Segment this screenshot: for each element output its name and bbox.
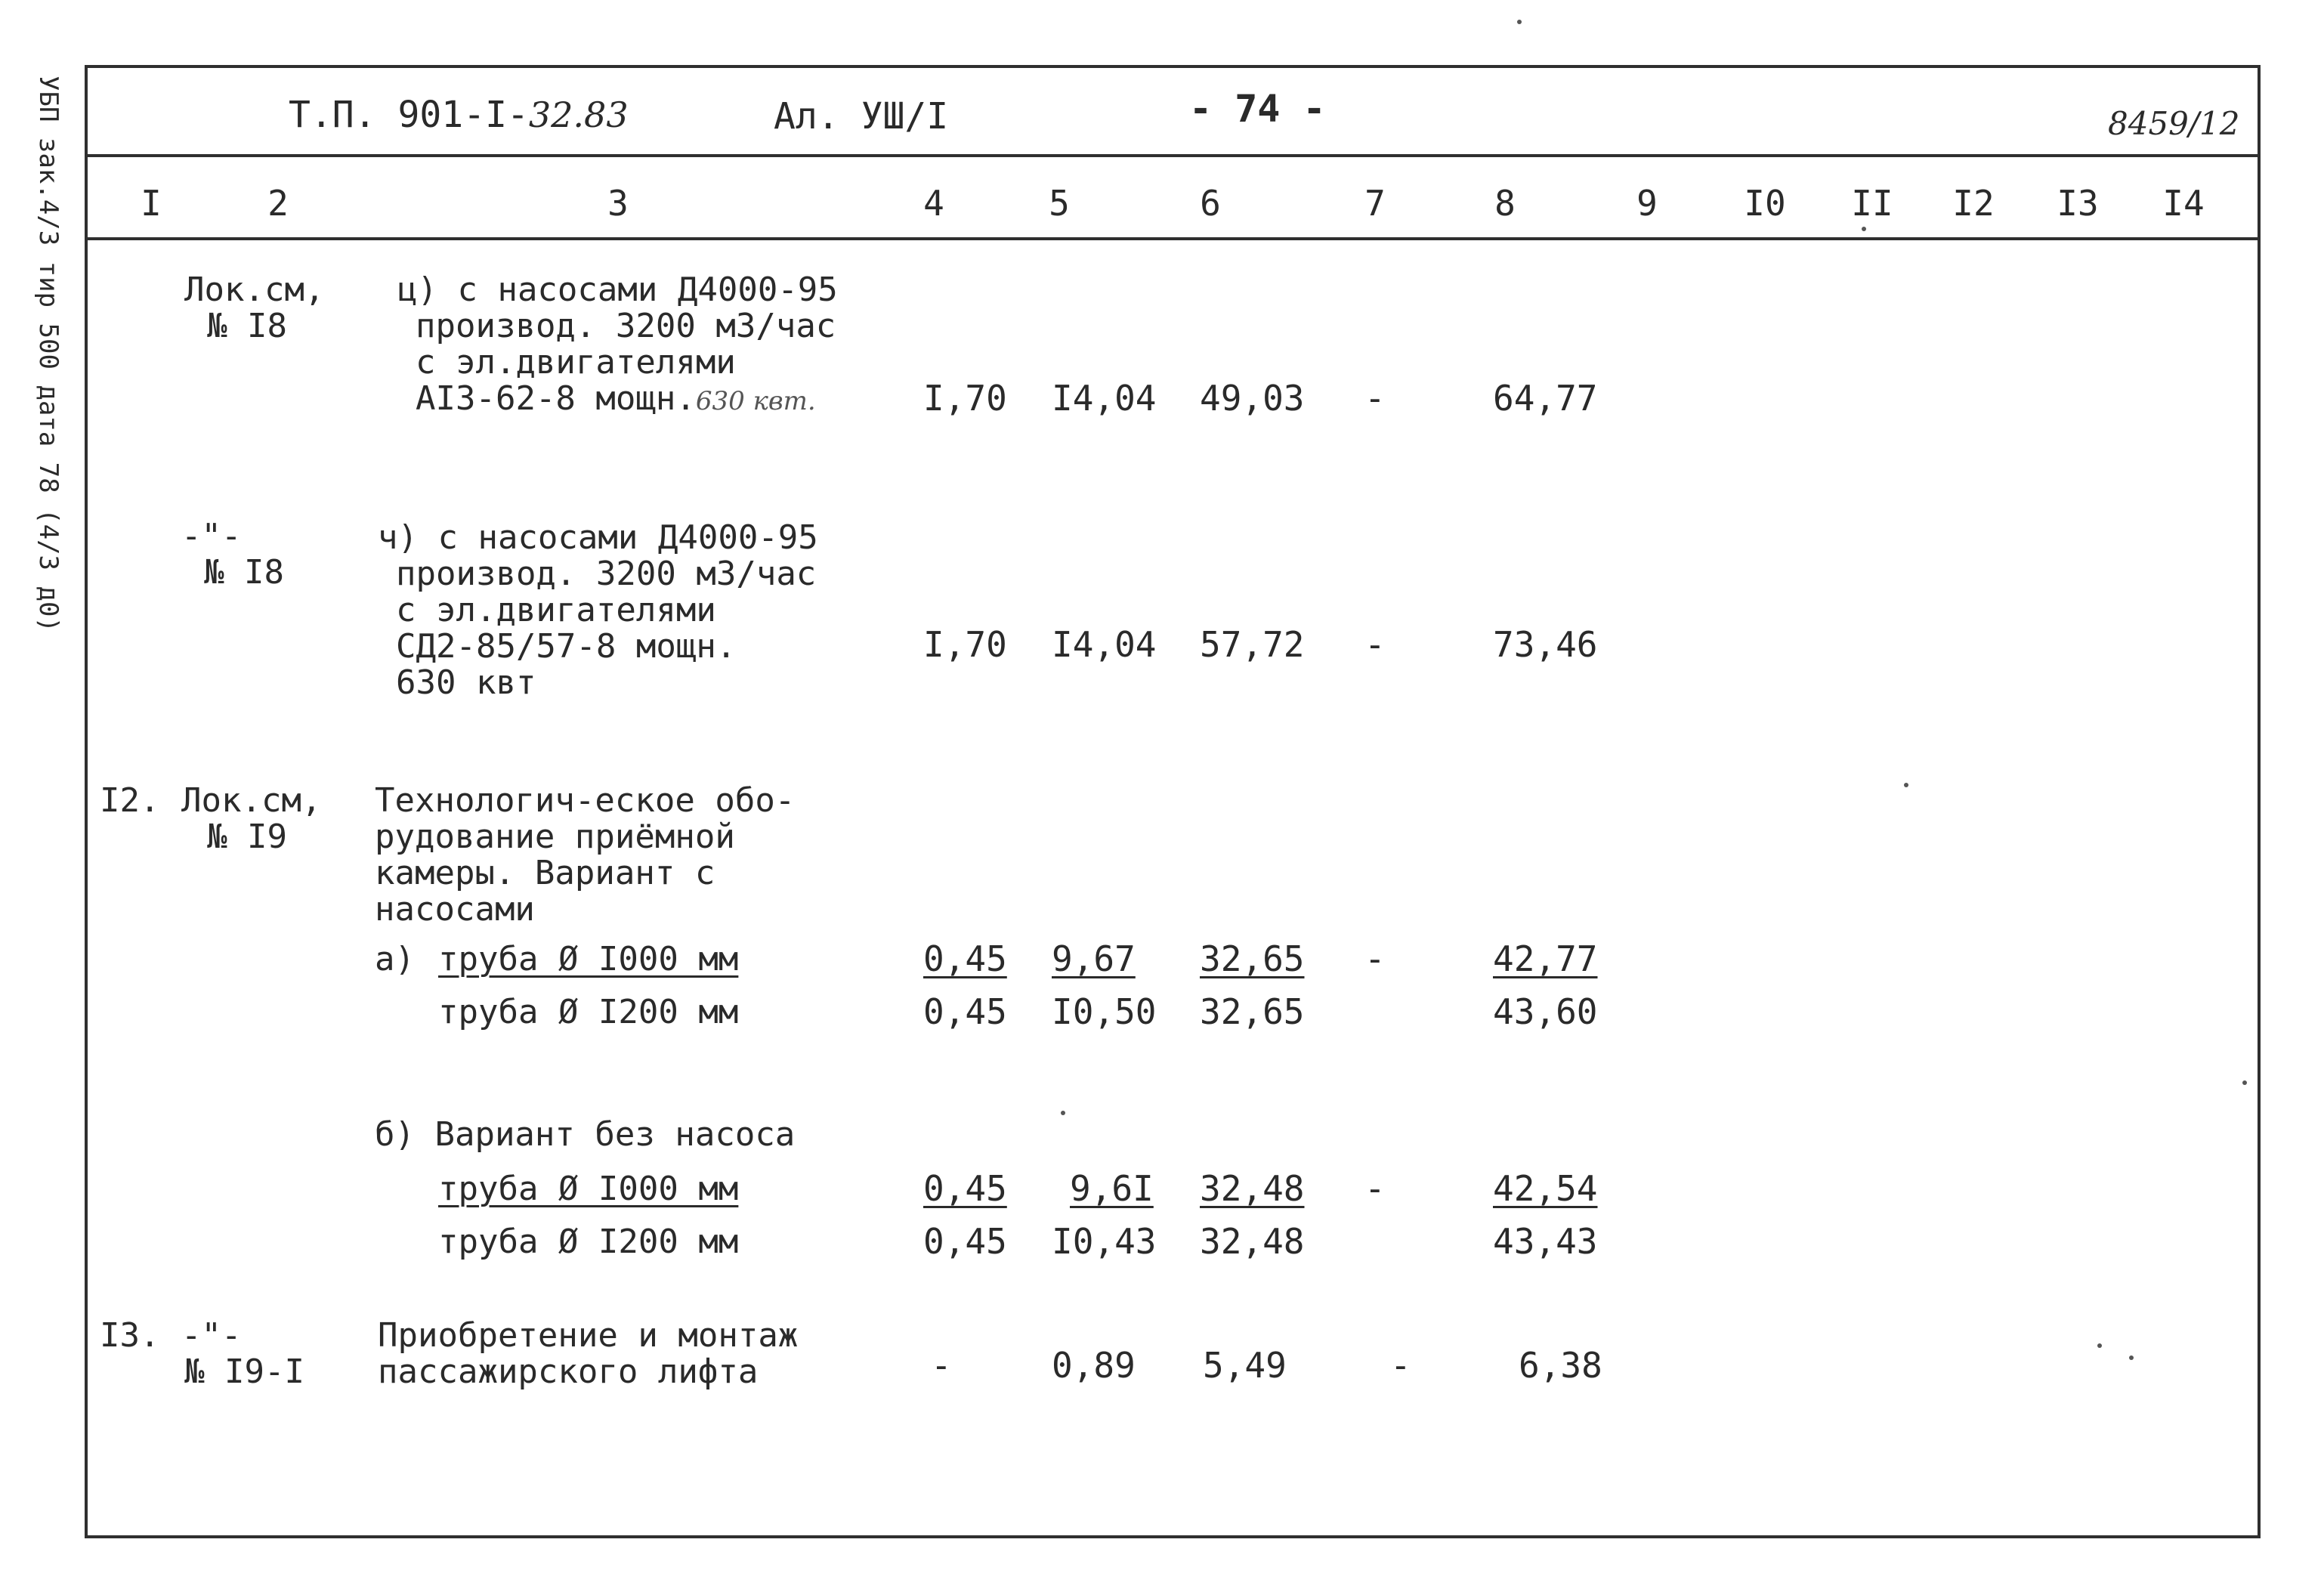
row4-ref	[181, 1318, 304, 1390]
row4-desc-line1: Приобретение и монтаж	[378, 1316, 799, 1355]
row1-col4: I,70	[923, 378, 1007, 419]
row3a1-col8: 42,77	[1493, 938, 1598, 979]
row2-desc-line5: 630 квт	[396, 663, 536, 702]
row1-ref-line1: Лок.см,	[184, 270, 325, 309]
row3a1-text: труба Ø I000 мм	[438, 940, 739, 978]
col-header-9: 9	[1636, 183, 1658, 224]
row4-ref-line1: -"-	[181, 1316, 242, 1355]
doc-code	[289, 94, 629, 136]
scan-speck	[1517, 20, 1522, 24]
row1-ref	[184, 272, 324, 345]
row1-col7: -	[1364, 378, 1386, 419]
row4-col8: 6,38	[1519, 1345, 1602, 1386]
row4-desc-line2: пассажирского лифта	[378, 1352, 759, 1391]
row3-ref-line1: Лок.см,	[181, 781, 322, 820]
row4-col5: 0,89	[1052, 1345, 1136, 1386]
row2-col4: I,70	[923, 624, 1007, 665]
column-header-divider	[85, 237, 2261, 240]
row3a2-col4: 0,45	[923, 991, 1007, 1032]
row2-description	[378, 520, 818, 701]
col-header-7: 7	[1364, 183, 1386, 224]
row3b2-col8: 43,43	[1493, 1221, 1598, 1262]
row3b1-text: труба Ø I000 мм	[438, 1170, 739, 1208]
archive-number: 8459/12	[2108, 105, 2240, 142]
row3-desc-line3: камеры. Вариант с	[375, 854, 715, 892]
row3a1-col4: 0,45	[923, 938, 1007, 979]
col-header-14: I4	[2162, 183, 2205, 224]
row3a1-col7: -	[1364, 938, 1386, 979]
row4-col7: -	[1390, 1345, 1411, 1386]
row3-desc-line2: рудование приёмной	[375, 818, 735, 856]
scan-speck	[1862, 227, 1866, 231]
col-header-13: I3	[2057, 183, 2099, 224]
scan-speck	[2097, 1343, 2102, 1348]
row1-description	[397, 272, 838, 419]
col-header-12: I2	[1952, 183, 1995, 224]
col-header-6: 6	[1200, 183, 1221, 224]
row2-ref-line1: -"-	[181, 517, 242, 555]
row1-col6: 49,03	[1200, 378, 1305, 419]
scan-speck	[2242, 1080, 2247, 1085]
doc-code-printed: Т.П. 901-I-	[289, 94, 529, 136]
row3b1-col7: -	[1364, 1168, 1386, 1209]
row4-col4: -	[931, 1345, 952, 1386]
doc-code-handwritten: 32.83	[528, 94, 629, 135]
row3b2-col5: I0,43	[1052, 1221, 1157, 1262]
row2-col8: 73,46	[1493, 624, 1598, 665]
row3b1-col4: 0,45	[923, 1168, 1007, 1209]
col-header-5: 5	[1049, 183, 1070, 224]
row4-col6: 5,49	[1203, 1345, 1287, 1386]
col-header-3: 3	[607, 183, 629, 224]
col-header-10: I0	[1744, 183, 1786, 224]
row2-col6: 57,72	[1200, 624, 1305, 665]
row1-col5: I4,04	[1052, 378, 1157, 419]
col-header-2: 2	[267, 183, 289, 224]
row3a-label: а)	[375, 940, 415, 978]
row1-desc-handwritten: 630 квт.	[695, 386, 816, 416]
row2-desc-line2: производ. 3200 м3/час	[396, 555, 817, 593]
row2-desc-line3: с эл.двигателями	[396, 591, 716, 629]
row2-col5: I4,04	[1052, 624, 1157, 665]
row4-description	[378, 1318, 798, 1390]
row2-ref-line2: № I8	[204, 553, 284, 592]
row3b1-col6: 32,48	[1200, 1168, 1305, 1209]
row2-desc-line1: ч) с насосами Д4000-95	[378, 518, 818, 557]
row4-ref-line2: № I9-I	[184, 1352, 304, 1391]
row3a1-col5: 9,67	[1052, 938, 1136, 979]
row1-desc-line1: ц) с насосами Д4000-95	[397, 270, 838, 309]
row4-number: I3.	[100, 1316, 160, 1355]
row2-col7: -	[1364, 624, 1386, 665]
row3b2-col6: 32,48	[1200, 1221, 1305, 1262]
row3-ref-line2: № I9	[207, 818, 287, 856]
header-divider	[85, 154, 2261, 157]
scan-speck	[1904, 783, 1908, 787]
row3-number: I2.	[100, 781, 160, 820]
row3a2-col8: 43,60	[1493, 991, 1598, 1032]
row3a1-col6: 32,65	[1200, 938, 1305, 979]
scan-speck	[2129, 1355, 2134, 1360]
row3b1-col5: 9,6I	[1070, 1168, 1154, 1209]
scan-speck	[1061, 1111, 1065, 1115]
row3b2-col4: 0,45	[923, 1221, 1007, 1262]
row1-col8: 64,77	[1493, 378, 1598, 419]
row3b1-col8: 42,54	[1493, 1168, 1598, 1209]
col-header-11: II	[1851, 183, 1893, 224]
row1-desc-line2: производ. 3200 м3/час	[416, 307, 836, 345]
row1-ref-line2: № I8	[207, 307, 287, 345]
page-number: - 74 -	[1189, 87, 1326, 131]
row1-desc-line4: AI3-62-8 мощн.	[416, 379, 696, 418]
row2-desc-line4: СД2-85/57-8 мощн.	[396, 627, 737, 666]
side-stamp: УБП зак.4/3 тир 500 дата 78 (4/3 д0)	[33, 76, 63, 632]
col-header-8: 8	[1494, 183, 1516, 224]
album-label: Ал. УШ/I	[774, 95, 949, 138]
row3-desc-line1: Технологич-еское обо-	[375, 781, 796, 820]
col-header-4: 4	[923, 183, 944, 224]
row3a2-col6: 32,65	[1200, 991, 1305, 1032]
row2-ref	[181, 518, 284, 591]
row3a2-col5: I0,50	[1052, 991, 1157, 1032]
row3-description	[375, 783, 795, 928]
row3b-label: б) Вариант без насоса	[375, 1115, 796, 1154]
row3b2-text: труба Ø I200 мм	[438, 1223, 739, 1261]
row3-desc-line4: насосами	[375, 890, 535, 929]
row3-ref	[181, 783, 321, 855]
col-header-1: I	[141, 183, 162, 224]
row3a2-text: труба Ø I200 мм	[438, 993, 739, 1031]
row1-desc-line3: с эл.двигателями	[416, 343, 736, 382]
